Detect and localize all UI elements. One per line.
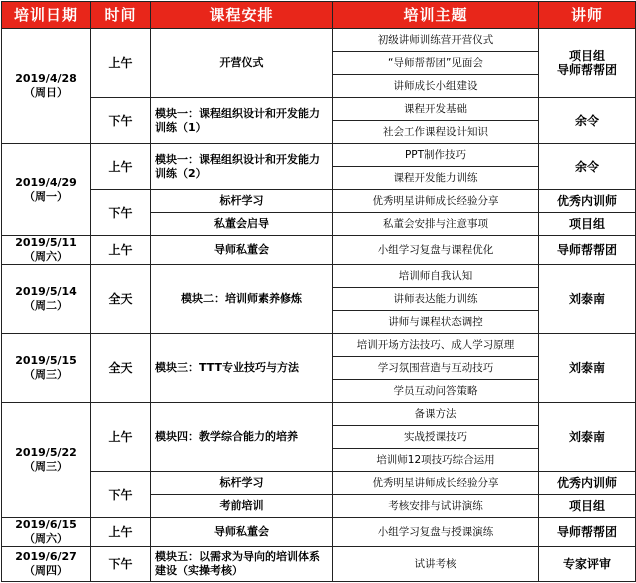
weekday-text: （周六） bbox=[24, 250, 68, 263]
module-cell: 导师私董会 bbox=[151, 236, 333, 265]
topic-cell: 优秀明星讲师成长经验分享 bbox=[333, 190, 539, 213]
teacher-cell: 刘泰南 bbox=[539, 265, 636, 334]
topic-cell: 学员互动问答策略 bbox=[333, 380, 539, 403]
topic-cell: 考核安排与试讲演练 bbox=[333, 495, 539, 518]
teacher-cell: 优秀内训师 bbox=[539, 472, 636, 495]
table-row bbox=[2, 29, 636, 52]
weekday-text: （周三） bbox=[24, 460, 68, 473]
time-cell: 上午 bbox=[91, 518, 151, 547]
header-time: 时间 bbox=[91, 2, 151, 29]
module-cell: 标杆学习 bbox=[151, 190, 333, 213]
topic-cell: 讲师成长小组建设 bbox=[333, 75, 539, 98]
teacher-cell: 余令 bbox=[539, 144, 636, 190]
header-course: 课程安排 bbox=[151, 2, 333, 29]
topic-cell: 培训开场方法技巧、成人学习原理 bbox=[333, 334, 539, 357]
topic-cell: 小组学习复盘与授课演练 bbox=[333, 518, 539, 547]
table-row bbox=[2, 547, 636, 582]
module-cell: 模块一：课程组织设计和开发能力训练（1） bbox=[151, 98, 333, 144]
time-cell: 下午 bbox=[91, 190, 151, 236]
date-cell bbox=[2, 29, 91, 144]
topic-cell: 学习氛围营造与互动技巧 bbox=[333, 357, 539, 380]
topic-cell: PPT制作技巧 bbox=[333, 144, 539, 167]
schedule-body bbox=[2, 29, 636, 582]
date-cell bbox=[2, 334, 91, 403]
time-cell: 下午 bbox=[91, 547, 151, 582]
topic-cell: 优秀明星讲师成长经验分享 bbox=[333, 472, 539, 495]
module-cell: 模块二：培训师素养修炼 bbox=[151, 265, 333, 334]
time-cell: 上午 bbox=[91, 29, 151, 98]
module-cell: 开营仪式 bbox=[151, 29, 333, 98]
teacher-cell: 项目组 bbox=[539, 213, 636, 236]
module-cell: 模块五：以需求为导向的培训体系建设（实操考核） bbox=[151, 547, 333, 582]
date-text: 2019/5/15 bbox=[15, 354, 77, 367]
topic-cell: 实战授课技巧 bbox=[333, 426, 539, 449]
teacher-cell: 刘泰南 bbox=[539, 403, 636, 472]
table-row bbox=[2, 236, 636, 265]
weekday-text: （周六） bbox=[24, 532, 68, 545]
teacher-cell: 项目组 bbox=[539, 495, 636, 518]
time-cell: 下午 bbox=[91, 98, 151, 144]
date-text: 2019/5/14 bbox=[15, 285, 77, 298]
table-row bbox=[2, 472, 636, 495]
date-cell bbox=[2, 265, 91, 334]
header-date: 培训日期 bbox=[2, 2, 91, 29]
date-text: 2019/5/22 bbox=[15, 446, 77, 459]
header-teacher: 讲师 bbox=[539, 2, 636, 29]
teacher-cell: 导师帮帮团 bbox=[539, 236, 636, 265]
module-cell: 考前培训 bbox=[151, 495, 333, 518]
date-text: 2019/6/15 bbox=[15, 518, 77, 531]
teacher-cell: 优秀内训师 bbox=[539, 190, 636, 213]
module-cell: 模块一：课程组织设计和开发能力训练（2） bbox=[151, 144, 333, 190]
module-cell: 私董会启导 bbox=[151, 213, 333, 236]
table-row bbox=[2, 518, 636, 547]
weekday-text: （周三） bbox=[24, 368, 68, 381]
date-cell bbox=[2, 236, 91, 265]
time-cell: 下午 bbox=[91, 472, 151, 518]
topic-cell: 讲师与课程状态调控 bbox=[333, 311, 539, 334]
topic-cell: 小组学习复盘与课程优化 bbox=[333, 236, 539, 265]
table-row bbox=[2, 144, 636, 167]
weekday-text: （周一） bbox=[24, 189, 68, 203]
date-text: 2019/4/28 bbox=[15, 72, 77, 85]
header-topic: 培训主题 bbox=[333, 2, 539, 29]
topic-cell: “导师帮帮团”见面会 bbox=[333, 52, 539, 75]
topic-cell: 初级讲师训练营开营仪式 bbox=[333, 29, 539, 52]
module-cell: 标杆学习 bbox=[151, 472, 333, 495]
header-row bbox=[2, 2, 636, 29]
time-cell: 全天 bbox=[91, 265, 151, 334]
topic-cell: 备课方法 bbox=[333, 403, 539, 426]
topic-cell: 培训师自我认知 bbox=[333, 265, 539, 288]
weekday-text: （周二） bbox=[24, 299, 68, 312]
topic-cell: 课程开发能力训练 bbox=[333, 167, 539, 190]
teacher-cell: 项目组 导师帮帮团 bbox=[539, 29, 636, 98]
date-cell bbox=[2, 518, 91, 547]
teacher-cell: 导师帮帮团 bbox=[539, 518, 636, 547]
topic-cell: 讲师表达能力训练 bbox=[333, 288, 539, 311]
topic-cell: 社会工作课程设计知识 bbox=[333, 121, 539, 144]
topic-cell: 试讲考核 bbox=[333, 547, 539, 582]
topic-cell: 课程开发基础 bbox=[333, 98, 539, 121]
time-cell: 全天 bbox=[91, 334, 151, 403]
date-cell bbox=[2, 144, 91, 236]
training-schedule-table bbox=[1, 1, 636, 582]
module-cell: 模块三：TTT专业技巧与方法 bbox=[151, 334, 333, 403]
table-row bbox=[2, 98, 636, 121]
time-cell: 上午 bbox=[91, 144, 151, 190]
date-cell bbox=[2, 547, 91, 582]
date-text: 2019/4/29 bbox=[15, 175, 77, 189]
teacher-cell: 余令 bbox=[539, 98, 636, 144]
table-row bbox=[2, 265, 636, 288]
teacher-cell: 刘泰南 bbox=[539, 334, 636, 403]
module-cell: 导师私董会 bbox=[151, 518, 333, 547]
weekday-text: （周四） bbox=[24, 564, 68, 577]
date-cell bbox=[2, 403, 91, 518]
time-cell: 上午 bbox=[91, 403, 151, 472]
time-cell: 上午 bbox=[91, 236, 151, 265]
teacher-cell: 专家评审 bbox=[539, 547, 636, 582]
date-text: 2019/6/27 bbox=[15, 550, 77, 563]
topic-cell: 私董会安排与注意事项 bbox=[333, 213, 539, 236]
table-row bbox=[2, 403, 636, 426]
table-row bbox=[2, 190, 636, 213]
table-row bbox=[2, 334, 636, 357]
topic-cell: 培训师12项技巧综合运用 bbox=[333, 449, 539, 472]
weekday-text: （周日） bbox=[24, 86, 68, 99]
module-cell: 模块四：教学综合能力的培养 bbox=[151, 403, 333, 472]
date-text: 2019/5/11 bbox=[15, 236, 77, 249]
